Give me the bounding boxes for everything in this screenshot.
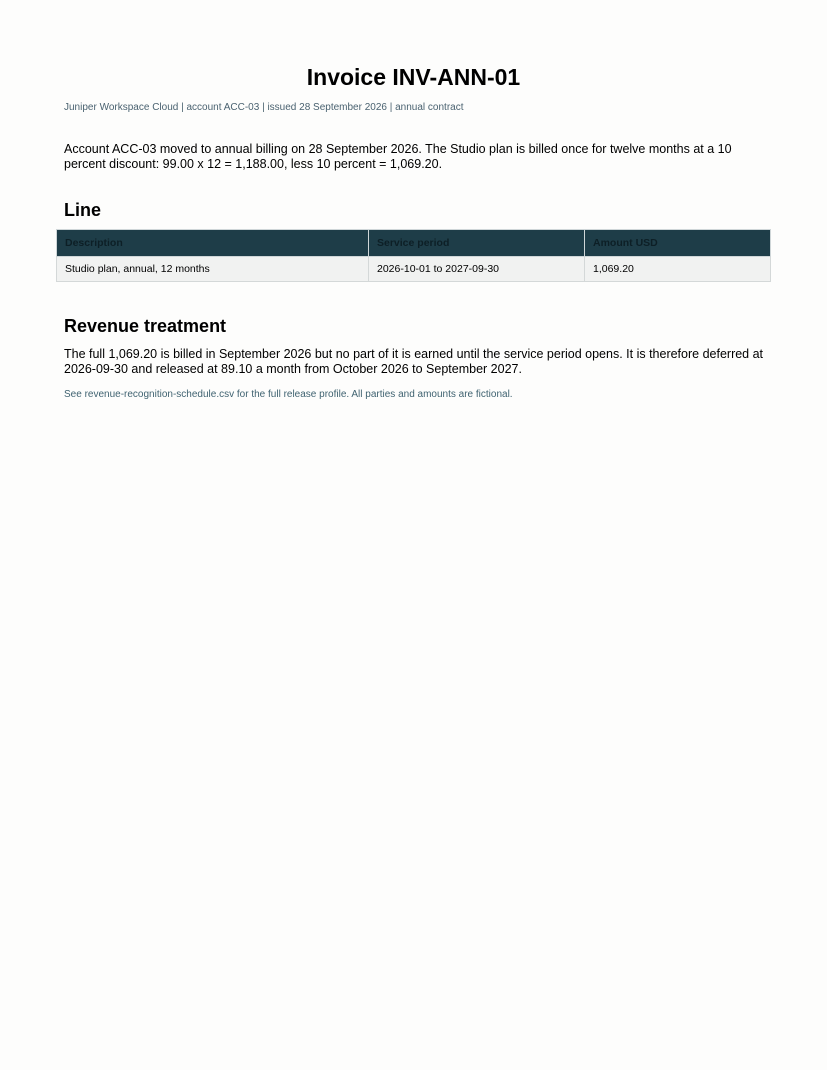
line-items-table — [56, 229, 771, 282]
invoice-meta-line: Juniper Workspace Cloud | account ACC-03 | issued 28 September 2026 | annual contract — [64, 102, 464, 113]
row-description: Studio plan, annual, 12 months — [57, 257, 369, 282]
table-header-row — [57, 230, 771, 257]
header-service-period: Service period — [369, 230, 585, 257]
revenue-paragraph: The full 1,069.20 is billed in September 2026 but no part of it is earned until the service period opens. It is therefore deferred at 2026-09-30 and released at 89.10 a month from October 2026 to September 2027. — [64, 347, 764, 376]
invoice-title: Invoice INV-ANN-01 — [306, 64, 521, 90]
table-row — [57, 257, 771, 282]
intro-paragraph: Account ACC-03 moved to annual billing on 28 September 2026. The Studio plan is billed once for twelve months at a 10 percent discount: 99.00 x 12 = 1,188.00, less 10 percent = 1,069.20. — [64, 142, 732, 171]
row-service-period: 2026-10-01 to 2027-09-30 — [369, 257, 585, 282]
row-amount: 1,069.20 — [585, 257, 771, 282]
header-description: Description — [57, 230, 369, 257]
header-amount: Amount USD — [585, 230, 771, 257]
footnote: See revenue-recognition-schedule.csv for the full release profile. All parties and amounts are fictional. — [64, 389, 513, 400]
line-heading: Line — [64, 200, 102, 220]
revenue-heading: Revenue treatment — [64, 316, 227, 336]
